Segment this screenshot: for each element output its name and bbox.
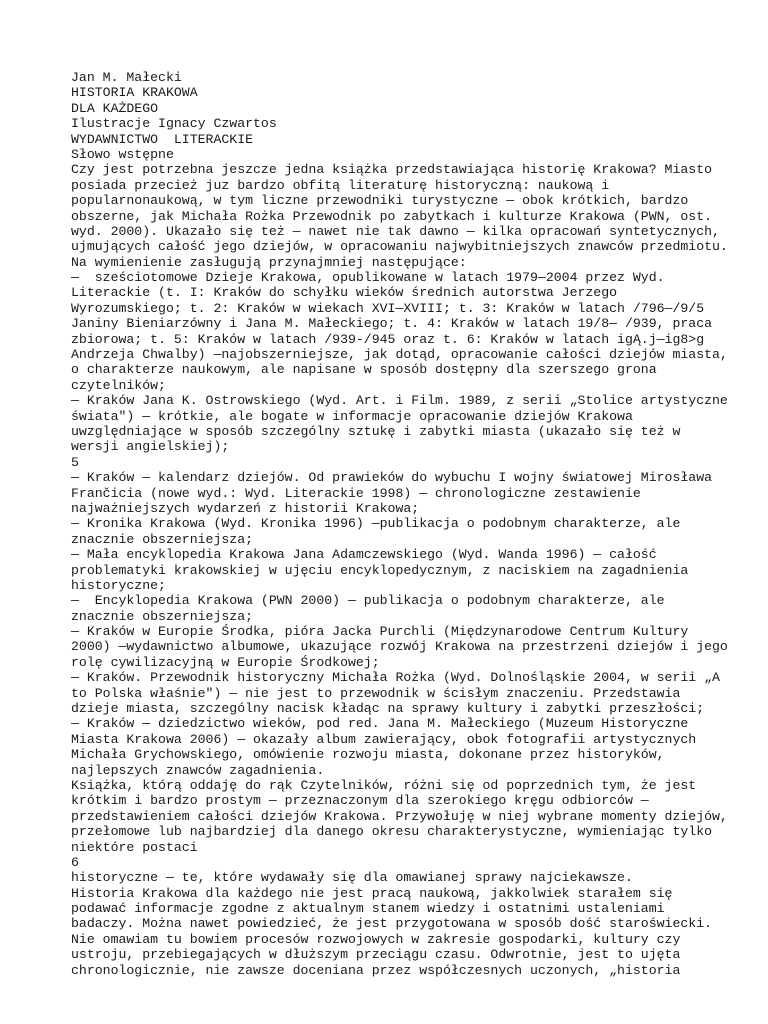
text-line: ustroju, przebiegających w dłuższym przeciągu czasu. Odwrotnie, jest to ujęta [71, 947, 681, 963]
text-line: Jan M. Małecki [71, 70, 182, 85]
text-line: świata") — krótkie, ale bogate w informacje opracowanie dziejów Krakowa [71, 408, 633, 424]
text-line: 2000) —wydawnictwo albumowe, ukazujące rozwój Krakowa na przestrzeni dziejów i jego [71, 639, 728, 655]
text-line: — Kraków — kalendarz dziejów. Od prawieków do wybuchu I wojny światowej Mirosława [71, 470, 713, 486]
text-line: — Mała encyklopedia Krakowa Jana Adamczewskiego (Wyd. Wanda 1996) — całość [71, 547, 657, 563]
text-line: Miasta Krakowa 2006) — okazały album zawierający, obok fotografii artystycznych [71, 731, 697, 747]
text-line: przedstawieniem całości dziejów Krakowa. Przywołuję w niej wybrane momenty dziejów, [71, 808, 728, 824]
text-line: przełomowe lub najbardziej dla danego okresu charakterystyczne, wymieniając tylko [71, 824, 713, 840]
text-line: najważniejszych wydarzeń z historii Krakowa; [71, 500, 420, 516]
text-line: — Kronika Krakowa (Wyd. Kronika 1996) —publikacja o podobnym charakterze, ale [71, 516, 681, 532]
text-line: zbiorowa; t. 5: Kraków w latach /939-/945 oraz t. 6: Kraków w latach igĄ.j—ig8>g [71, 331, 705, 347]
text-line: historyczne; [71, 577, 166, 593]
text-line: podawać informacje zgodne z aktualnym stanem wiedzy i ostatnimi ustaleniami [71, 901, 665, 917]
text-line: popularnonaukową, w tym liczne przewodniki turystyczne — obok krótkich, bardzo [71, 193, 689, 209]
text-line: czytelników; [71, 377, 166, 393]
text-line: historyczne — te, które wydawały się dla omawianej sprawy najciekawsze. [71, 870, 633, 886]
text-line: Nie omawiam tu bowiem procesów rozwojowych w zakresie gospodarki, kultury czy [71, 931, 681, 947]
text-line: o charakterze naukowym, ale napisane w sposób dostępny dla szerszego grona [71, 362, 657, 378]
text-line: Czy jest potrzebna jeszcze jedna książka przedstawiająca historię Krakowa? Miasto [71, 162, 713, 178]
text-line: 5 [71, 454, 79, 470]
text-line: — Kraków. Przewodnik historyczny Michała Rożka (Wyd. Dolnośląskie 2004, w serii „A [71, 670, 720, 686]
text-line: — Encyklopedia Krakowa (PWN 2000) — publikacja o podobnym charakterze, ale [71, 593, 665, 609]
text-line: — sześciotomowe Dzieje Krakowa, opublikowane w latach 1979—2004 przez Wyd. [71, 270, 665, 286]
text-line: Słowo wstępne [71, 146, 174, 162]
text-line: HISTORIA KRAKOWA [71, 85, 198, 101]
text-line: niektóre postaci [71, 839, 198, 855]
text-line: posiada przecież juz bardzo obfitą literaturę historyczną: naukową i [71, 177, 610, 193]
text-line: badaczy. Można nawet powiedzieć, że jest przygotowana w sposób dość staroświecki. [71, 916, 713, 932]
text-line: — Kraków Jana K. Ostrowskiego (Wyd. Art. i Film. 1989, z serii „Stolice artystyczne [71, 393, 728, 409]
text-line: Ilustracje Ignacy Czwartos [71, 116, 277, 132]
text-line: rolę cywilizacyjną w Europie Środkowej; [71, 654, 380, 670]
text-line: Historia Krakowa dla każdego nie jest pracą naukową, jakkolwiek starałem się [71, 885, 673, 901]
text-line: ujmujących całość jego dziejów, w opracowaniu najwybitniejszych znawców przedmiotu. [71, 239, 728, 255]
text-line: — Kraków w Europie Środka, pióra Jacka Purchli (Międzynarodowe Centrum Kultury [71, 624, 689, 640]
text-line: obszerne, jak Michała Rożka Przewodnik po zabytkach i kulturze Krakowa (PWN, ost. [71, 208, 713, 224]
document-text [71, 70, 761, 978]
text-line: Na wymienienie zasługują przynajmniej następujące: [71, 254, 467, 270]
text-line: uwzględniające w sposób szczególny sztukę i zabytki miasta (ukazało się też w [71, 423, 681, 439]
text-line: najlepszych znawców zagadnienia. [71, 762, 325, 778]
text-line: Andrzeja Chwalby) —najobszerniejsze, jak dotąd, opracowanie całości dziejów miasta, [71, 347, 728, 363]
text-line: Literackie (t. I: Kraków do schyłku wieków średnich autorstwa Jerzego [71, 285, 618, 301]
text-line: — Kraków — dziedzictwo wieków, pod red. Jana M. Małeckiego (Muzeum Historyczne [71, 716, 689, 732]
text-line: dzieje miasta, szczególny nacisk kładąc na sprawy kultury i zabytki przeszłości; [71, 701, 705, 717]
text-line: krótkim i bardzo prostym — przeznaczonym dla szerokiego kręgu odbiorców — [71, 793, 649, 809]
text-line: Książka, którą oddaję do rąk Czytelników, różni się od poprzednich tym, że jest [71, 777, 697, 793]
text-line: to Polska właśnie") — nie jest to przewodnik w ścisłym znaczeniu. Przedstawia [71, 685, 681, 701]
text-line: wersji angielskiej); [71, 439, 230, 455]
text-line: Janiny Bieniarzówny i Jana M. Małeckiego; t. 4: Kraków w latach 19/8— /939, praca [71, 316, 713, 332]
text-line: Frančicia (nowe wyd.: Wyd. Literackie 1998) — chronologiczne zestawienie [71, 485, 641, 501]
text-line: DLA KAŻDEGO [71, 100, 159, 116]
text-line: 6 [71, 854, 79, 870]
text-line: WYDAWNICTWO LITERACKIE [71, 131, 254, 147]
text-line: wyd. 2000). Ukazało się też — nawet nie tak dawno — kilka opracowań syntetycznych, [71, 223, 720, 239]
text-line: znacznie obszerniejsza; [71, 531, 254, 547]
text-line: Wyrozumskiego; t. 2: Kraków w wiekach XVI—XVIII; t. 3: Kraków w latach /796—/9/5 [71, 300, 705, 316]
text-line: problematyki krakowskiej w ujęciu encyklopedycznym, z naciskiem na zagadnienia [71, 562, 689, 578]
text-line: Michała Grychowskiego, omówienie rozwoju miasta, dokonane przez historyków, [71, 747, 665, 763]
text-line: znacznie obszerniejsza; [71, 608, 254, 624]
text-line: chronologicznie, nie zawsze doceniana przez współczesnych uczonych, „historia [71, 962, 681, 978]
